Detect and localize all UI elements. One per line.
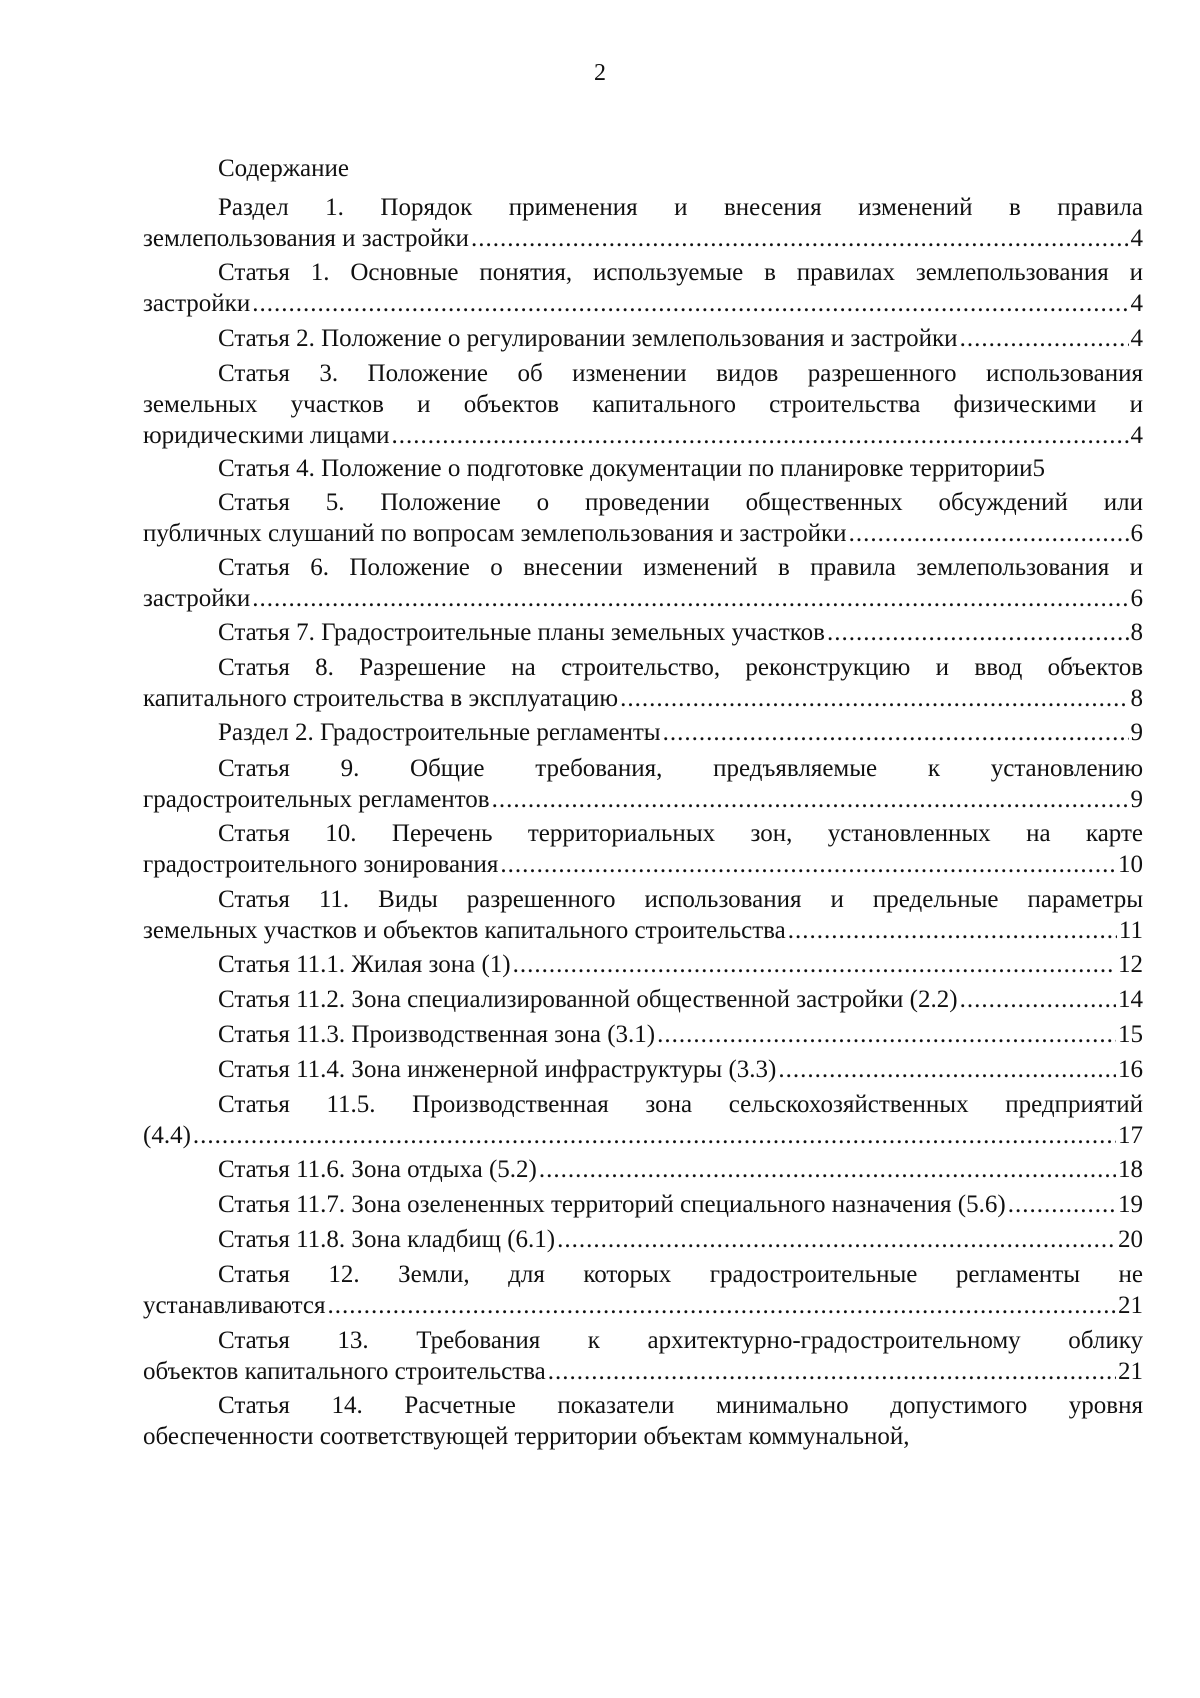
toc-entry-text: Статья 11.1. Жилая зона (1) [218, 951, 511, 978]
dot-leader [252, 288, 1128, 319]
toc-page-number: 18 [1118, 1156, 1143, 1183]
toc-entry [143, 617, 1143, 648]
toc-entry-line [143, 420, 1143, 451]
toc-page-number: 14 [1118, 986, 1143, 1013]
toc-entry-line [143, 849, 1143, 880]
dot-leader [657, 1019, 1116, 1050]
toc-entry [143, 487, 1143, 549]
dot-leader [778, 1054, 1116, 1085]
toc-entry [143, 323, 1143, 354]
toc-entry [143, 1325, 1143, 1387]
toc-page-number: 4 [1130, 325, 1143, 352]
toc-entry [143, 652, 1143, 714]
toc-page-number: 16 [1118, 1056, 1143, 1083]
page-number: 2 [594, 60, 606, 86]
toc-entry-line: Раздел 1. Порядок применения и внесения изменений в правила [218, 194, 1143, 221]
dot-leader [392, 420, 1129, 451]
dot-leader [960, 323, 1129, 354]
dot-leader [548, 1356, 1116, 1387]
toc-entry [143, 818, 1143, 880]
toc-page-number: 9 [1130, 786, 1143, 813]
toc-entry-line: Статья 1. Основные понятия, используемые в правилах землепользования и [218, 259, 1143, 286]
toc-entry-line [143, 1120, 1143, 1151]
toc-entry-line [143, 1019, 1143, 1050]
toc-title: Содержание [218, 155, 349, 182]
dot-leader [471, 223, 1129, 254]
dot-leader [492, 784, 1129, 815]
toc-entry-line: Статья 3. Положение об изменении видов разрешенного использования [218, 360, 1143, 387]
toc-entry-text: Статья 4. Положение о подготовке документации по планировке территории5 [218, 455, 1045, 482]
toc-entry-text: застройки [143, 290, 251, 317]
toc-page-number: 4 [1130, 422, 1143, 449]
dot-leader [849, 518, 1129, 549]
toc-entry-text: градостроительных регламентов [143, 786, 490, 813]
toc-entry-text: Статья 11.4. Зона инженерной инфраструктуры (3.3) [218, 1056, 777, 1083]
toc-entry-line: Статья 5. Положение о проведении общественных обсуждений или [218, 489, 1143, 516]
toc-entry [143, 984, 1143, 1015]
toc-page-number: 8 [1130, 685, 1143, 712]
toc-page-number: 21 [1118, 1358, 1143, 1385]
toc-entry [143, 949, 1143, 980]
dot-leader [788, 915, 1117, 946]
toc-entry-line: Статья 9. Общие требования, предъявляемые к установлению [218, 755, 1143, 782]
toc-entry-line [143, 915, 1143, 946]
toc-page-number: 15 [1118, 1021, 1143, 1048]
toc-page-number: 8 [1130, 619, 1143, 646]
toc-entry-text: Статья 2. Положение о регулировании землепользования и застройки [218, 325, 958, 352]
toc-page-number: 6 [1130, 520, 1143, 547]
toc-entry-line [143, 223, 1143, 254]
toc-page-number: 11 [1118, 917, 1143, 944]
dot-leader [539, 1154, 1116, 1185]
dot-leader [557, 1224, 1116, 1255]
toc-entry-text: Раздел 2. Градостроительные регламенты [218, 719, 661, 746]
toc-entry-text: земельных участков и объектов капитального строительства [143, 917, 786, 944]
dot-leader [827, 617, 1129, 648]
dot-leader [193, 1120, 1116, 1151]
toc-entry-text: обеспеченности соответствующей территории объектам коммунальной, [143, 1423, 910, 1450]
toc-entry [143, 1390, 1143, 1452]
toc-entry-line: земельных участков и объектов капитального строительства физическими и [143, 391, 1143, 418]
toc-entry-line [143, 717, 1143, 748]
toc-entry-text: Статья 11.8. Зона кладбищ (6.1) [218, 1226, 556, 1253]
toc-entry-line: Статья 12. Земли, для которых градостроительные регламенты не [218, 1261, 1143, 1288]
toc-entry-text: капитального строительства в эксплуатацию [143, 685, 619, 712]
toc-entry-line: Статья 13. Требования к архитектурно-градостроительному облику [218, 1327, 1143, 1354]
toc-entry-line [143, 583, 1143, 614]
toc-entry-line [143, 1356, 1143, 1387]
toc-entry-text: публичных слушаний по вопросам землепользования и застройки [143, 520, 847, 547]
toc-entry-line [143, 1224, 1143, 1255]
toc-entry [143, 753, 1143, 815]
dot-leader [960, 984, 1116, 1015]
dot-leader [252, 583, 1128, 614]
toc-page-number: 21 [1118, 1292, 1143, 1319]
toc-entry [143, 1224, 1143, 1255]
toc-entry-line: Статья 11.5. Производственная зона сельскохозяйственных предприятий [218, 1091, 1143, 1118]
toc-entry [143, 1189, 1143, 1220]
toc-entry-line [143, 984, 1143, 1015]
toc-entry-line [143, 1054, 1143, 1085]
toc-page-number: 10 [1118, 851, 1143, 878]
toc-entry-line: Статья 8. Разрешение на строительство, реконструкцию и ввод объектов [218, 654, 1143, 681]
toc-entry-text: застройки [143, 585, 251, 612]
toc-entry [143, 1259, 1143, 1321]
toc-entry [143, 358, 1143, 451]
toc-entry-line: Статья 14. Расчетные показатели минимально допустимого уровня [218, 1392, 1143, 1419]
toc-page-number: 9 [1130, 719, 1143, 746]
toc-entry [143, 884, 1143, 946]
toc-entry [143, 257, 1143, 319]
toc-page-number: 4 [1130, 225, 1143, 252]
toc-entry-line [143, 453, 1143, 484]
toc-entry-line [143, 1290, 1143, 1321]
toc-entry-line [143, 518, 1143, 549]
toc-entry-text: юридическими лицами [143, 422, 390, 449]
toc-entry-text: Статья 11.2. Зона специализированной общественной застройки (2.2) [218, 986, 958, 1013]
toc-entry-line [143, 288, 1143, 319]
toc-entry-line [143, 683, 1143, 714]
toc-entry-line [143, 1189, 1143, 1220]
toc-entry [143, 1054, 1143, 1085]
toc-entry [143, 453, 1143, 484]
toc-page-number: 20 [1118, 1226, 1143, 1253]
toc-entry [143, 1019, 1143, 1050]
toc-entry [143, 192, 1143, 254]
dot-leader [663, 717, 1129, 748]
toc-entry-line [143, 617, 1143, 648]
toc-entry [143, 552, 1143, 614]
toc-page-number: 19 [1118, 1191, 1143, 1218]
toc-entry [143, 1154, 1143, 1185]
toc-entry-text: Статья 11.3. Производственная зона (3.1) [218, 1021, 656, 1048]
toc-entry-line [143, 323, 1143, 354]
dot-leader [513, 949, 1116, 980]
dot-leader [1008, 1189, 1116, 1220]
toc-entry [143, 1089, 1143, 1151]
toc-entry-line: Статья 6. Положение о внесении изменений в правила землепользования и [218, 554, 1143, 581]
toc-entry-line [143, 1154, 1143, 1185]
toc-entry-text: градостроительного зонирования [143, 851, 499, 878]
toc-page-number: 6 [1130, 585, 1143, 612]
dot-leader [620, 683, 1128, 714]
toc-page-number: 4 [1130, 290, 1143, 317]
dot-leader [327, 1290, 1116, 1321]
toc-entry-text: землепользования и застройки [143, 225, 469, 252]
toc-entry-line: Статья 10. Перечень территориальных зон, установленных на карте [218, 820, 1143, 847]
toc-entry-text: Статья 7. Градостроительные планы земельных участков [218, 619, 825, 646]
toc-page-number: 17 [1118, 1122, 1143, 1149]
toc-entry-line [143, 949, 1143, 980]
toc-page-number: 12 [1118, 951, 1143, 978]
dot-leader [500, 849, 1116, 880]
toc-entry-text: Статья 11.6. Зона отдыха (5.2) [218, 1156, 537, 1183]
toc-entry-line [143, 784, 1143, 815]
toc-entry-line: Статья 11. Виды разрешенного использования и предельные параметры [218, 886, 1143, 913]
toc-entry-line [143, 1421, 1143, 1452]
toc-entry-text: устанавливаются [143, 1292, 326, 1319]
toc-entry [143, 717, 1143, 748]
toc-entry-text: (4.4) [143, 1122, 191, 1149]
toc-entry-text: объектов капитального строительства [143, 1358, 546, 1385]
toc-entry-text: Статья 11.7. Зона озелененных территорий специального назначения (5.6) [218, 1191, 1006, 1218]
